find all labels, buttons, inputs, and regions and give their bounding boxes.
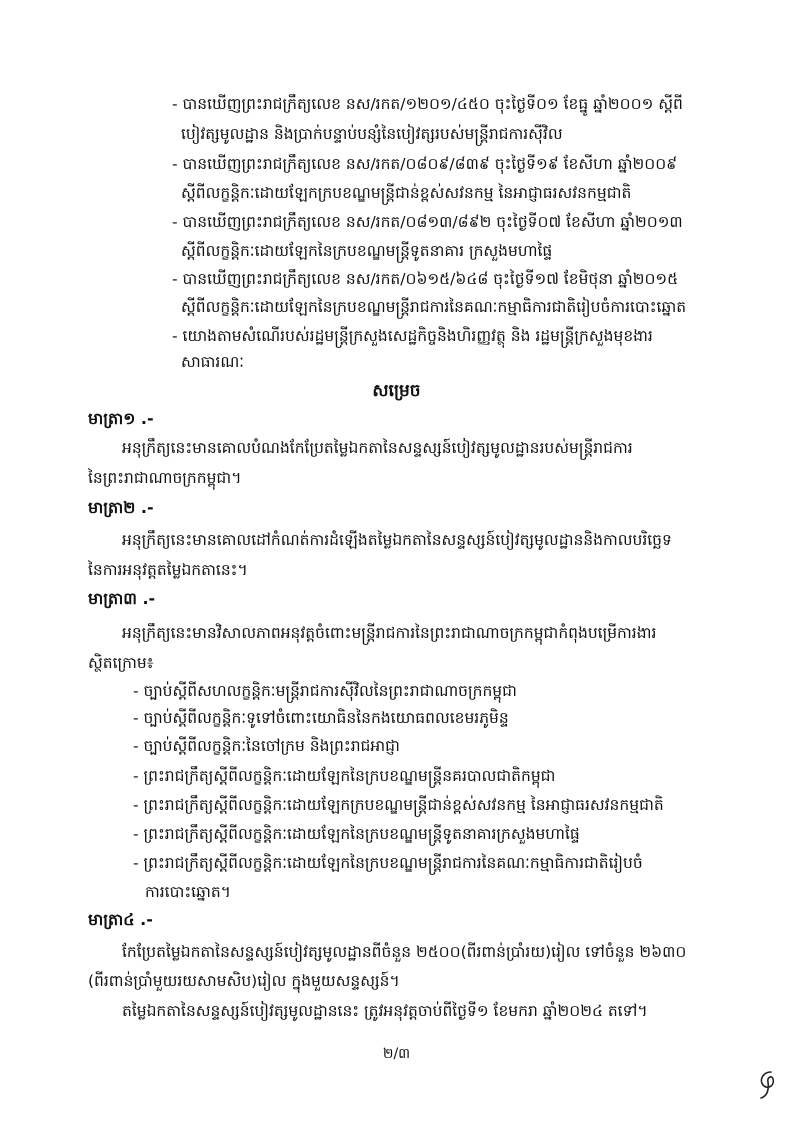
article-line: តម្លៃឯកតានៃសន្ទស្សន៍បៀវត្សមូលដ្ឋាននេះ ត្រូវអនុវត្តចាប់ពីថ្ងៃទី១ ខែមករា ឆ្នាំ២០២៤ តទៅ។ [122, 1002, 648, 1020]
list-item-continuation: ការបោះឆ្នោត។ [145, 883, 231, 901]
article-line: នៃព្រះរាជាណាចក្រកម្ពុជា។ [88, 469, 242, 487]
preamble-line: ស្តីពីលក្ខន្តិកៈដោយឡែកក្របខណ្ឌមន្ត្រីជាន់ខ្ពស់សវនកម្ម នៃអាជ្ញាធរសវនកម្មជាតិ [181, 184, 632, 202]
preamble-line: - បានឃើញព្រះរាជក្រឹត្យលេខ នស/រកត/១២០១/៤៥០ ចុះថ្ងៃទី០១ ខែធ្នូ ឆ្នាំ២០០១ ស្ដីពី [172, 95, 683, 113]
list-item: - ព្រះរាជក្រឹត្យស្តីពីលក្ខន្តិកៈដោយឡែកក្របខណ្ឌមន្ត្រីជាន់ខ្ពស់សវនកម្ម នៃអាជ្ញាធរសវនកម្មជាតិ [133, 796, 664, 814]
preamble-line: ស្តីពីលក្ខន្តិកៈដោយឡែកនៃក្របខណ្ឌមន្ត្រីរាជការនៃគណៈកម្មាធិការជាតិរៀបចំការបោះឆ្នោត [181, 298, 687, 316]
article-line: ស្ថិតក្រោម៖ [88, 654, 154, 672]
list-item: - ច្បាប់ស្តីពីលក្ខន្តិកៈនៃចៅក្រម និងព្រះរាជអាជ្ញា [133, 737, 400, 755]
list-item: - ច្បាប់ស្តីពីលក្ខន្តិកៈទូទៅចំពោះយោធិននៃកងយោធពលខេមរភូមិន្ទ [133, 709, 509, 727]
article-title: មាត្រា៤ .- [88, 910, 153, 929]
article-line: កែប្រែតម្លៃឯកតានៃសន្ទស្សន៍បៀវត្សមូលដ្ឋានពីចំនួន ២៥០០(ពីរពាន់ប្រាំរយ)រៀល ទៅចំនួន ២៦៣០ [122, 943, 687, 961]
list-item: - ច្បាប់ស្តីពីសហលក្ខន្តិកៈមន្ត្រីរាជការស៊ីវិលនៃព្រះរាជាណាចក្រកម្ពុជា [133, 682, 517, 700]
preamble-line: - បានឃើញព្រះរាជក្រឹត្យលេខ នស/រកត/០៦១៥/៦៤៨ ចុះថ្ងៃទី១៧ ខែមិថុនា ឆ្នាំ២០១៥ [172, 270, 679, 288]
preamble-line: បៀវត្សមូលដ្ឋាន និងប្រាក់បន្ទាប់បន្សំនៃបៀវត្សរបស់មន្ត្រីរាជការស៊ីវិល [181, 125, 563, 143]
article-line: នៃការអនុវត្តតម្លៃឯកតានេះ។ [88, 561, 248, 579]
preamble-line: - បានឃើញព្រះរាជក្រឹត្យលេខ នស/រកត/០៨០៩/៨៣៩ ចុះថ្ងៃទី១៩ ខែសីហា ឆ្នាំ២០០៩ [172, 155, 678, 173]
article-line: អនុក្រឹត្យនេះមានវិសាលភាពអនុវត្តចំពោះមន្ត្រីរាជការនៃព្រះរាជាណាចក្រកម្ពុជាកំពុងបម្រើការងារ [122, 624, 657, 642]
list-item: - ព្រះរាជក្រឹត្យស្តីពីលក្ខន្តិកៈដោយឡែកនៃក្របខណ្ឌមន្ត្រីទូតនាគារក្រសួងមហាផ្ទៃ [133, 825, 580, 843]
handwritten-initial-icon [755, 1068, 781, 1102]
preamble-line: - យោងតាមសំណើរបស់រដ្ឋមន្ត្រីក្រសួងសេដ្ឋកិច្ចនិងហិរញ្ញវត្ថុ និង រដ្ឋមន្ត្រីក្រសួងមុខងារ [172, 327, 653, 345]
article-title: មាត្រា១ .- [88, 409, 154, 428]
article-line: អនុក្រឹត្យនេះមានគោលដៅកំណត់ការដំឡើងតម្លៃឯកតានៃសន្ទស្សន៍បៀវត្សមូលដ្ឋាននិងកាលបរិច្ឆេទ [122, 531, 672, 549]
page-number: ២/៣ [382, 1046, 411, 1062]
article-title: មាត្រា២ .- [88, 498, 154, 517]
preamble-line: ស្តីពីលក្ខន្តិកៈដោយឡែកនៃក្របខណ្ឌមន្ត្រីទូតនាគារ ក្រសួងមហាផ្ទៃ [181, 242, 553, 260]
article-title: មាត្រា៣ .- [88, 589, 156, 608]
list-item: - ព្រះរាជក្រឹត្យស្តីពីលក្ខន្តិកៈដោយឡែកនៃក្របខណ្ឌមន្ត្រីនគរបាលជាតិកម្ពុជា [133, 767, 556, 785]
preamble-line: - បានឃើញព្រះរាជក្រឹត្យលេខ នស/រកត/០៨១៣/៨៩២ ចុះថ្ងៃទី០៧ ខែសីហា ឆ្នាំ២០១៣ [172, 213, 683, 231]
article-line: (ពីរពាន់ប្រាំមួយរយសាមសិប)រៀល ក្នុងមួយសន្ទស្សន៍។ [88, 972, 400, 990]
decision-heading: សម្រេច [372, 381, 421, 401]
preamble-line: សាធារណៈ [181, 353, 245, 371]
article-line: អនុក្រឹត្យនេះមានគោលបំណងកែប្រែតម្លៃឯកតានៃសន្ទស្សន៍បៀវត្សមូលដ្ឋានរបស់មន្ត្រីរាជការ [122, 439, 633, 457]
list-item: - ព្រះរាជក្រឹត្យស្តីពីលក្ខន្តិកៈដោយឡែកនៃក្របខណ្ឌមន្ត្រីរាជការនៃគណៈកម្មាធិការជាតិរៀបចំ [133, 854, 643, 872]
